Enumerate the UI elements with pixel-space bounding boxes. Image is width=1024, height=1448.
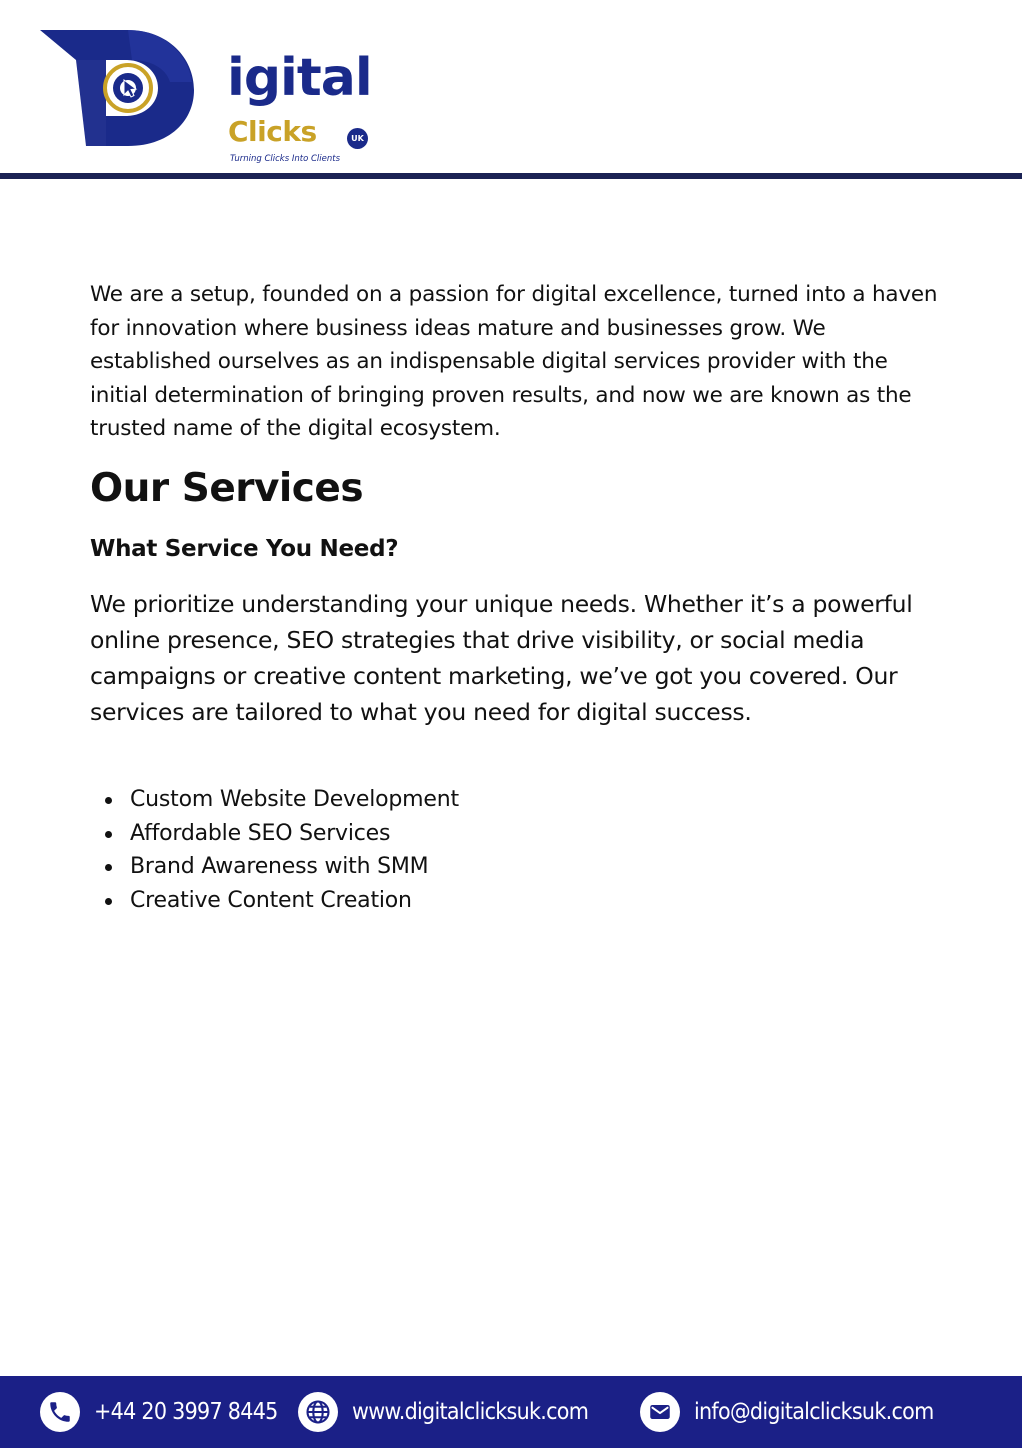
services-heading: Our Services bbox=[90, 466, 364, 511]
brand-d-mark-icon bbox=[36, 24, 196, 150]
brand-tagline: Turning Clicks Into Clients bbox=[230, 154, 341, 164]
page-header bbox=[0, 0, 1024, 175]
services-list bbox=[90, 783, 459, 917]
bullet-icon bbox=[105, 797, 112, 804]
list-item-label: Brand Awareness with SMM bbox=[130, 854, 429, 879]
footer-email[interactable] bbox=[640, 1392, 960, 1432]
email-address: info@digitalclicksuk.com bbox=[694, 1399, 934, 1425]
bullet-icon bbox=[105, 831, 112, 838]
globe-icon bbox=[298, 1392, 338, 1432]
main-content bbox=[90, 278, 950, 913]
list-item-label: Affordable SEO Services bbox=[130, 820, 391, 846]
services-subheading: What Service You Need? bbox=[90, 536, 399, 562]
list-item bbox=[90, 783, 459, 817]
brand-logo bbox=[36, 24, 372, 164]
bullet-icon bbox=[105, 898, 112, 905]
phone-icon bbox=[40, 1392, 80, 1432]
footer-phone[interactable] bbox=[40, 1392, 298, 1432]
brand-wordmark-main: igital bbox=[227, 48, 372, 108]
services-description: We prioritize understanding your unique needs. Whether it’s a powerful online presence, SEO strategies that drive visibility, or social media campaigns or creative content marketing, we’ve got you covered. Our services are tailored to what you need for digital success. bbox=[90, 590, 913, 726]
header-divider bbox=[0, 173, 1022, 179]
brand-wordmark-secondary: Clicks bbox=[228, 115, 317, 148]
footer-website[interactable] bbox=[298, 1392, 614, 1432]
brand-uk-badge: UK bbox=[347, 128, 368, 149]
website-url: www.digitalclicksuk.com bbox=[352, 1399, 589, 1425]
list-item-label: Custom Website Development bbox=[130, 787, 459, 812]
intro-paragraph: We are a setup, founded on a passion for digital excellence, turned into a haven for innovation where business ideas mature and businesses grow. We established ourselves as an indispensable digital services provider with the initial determination of bringing proven results, and now we are known as the trusted name of the digital ecosystem. bbox=[90, 282, 938, 441]
list-item bbox=[90, 817, 459, 851]
contact-footer bbox=[0, 1376, 1022, 1448]
list-item-label: Creative Content Creation bbox=[130, 887, 412, 913]
bullet-icon bbox=[105, 864, 112, 871]
list-item bbox=[90, 850, 459, 884]
mail-icon bbox=[640, 1392, 680, 1432]
phone-number: +44 20 3997 8445 bbox=[94, 1399, 278, 1425]
list-item bbox=[90, 884, 459, 918]
